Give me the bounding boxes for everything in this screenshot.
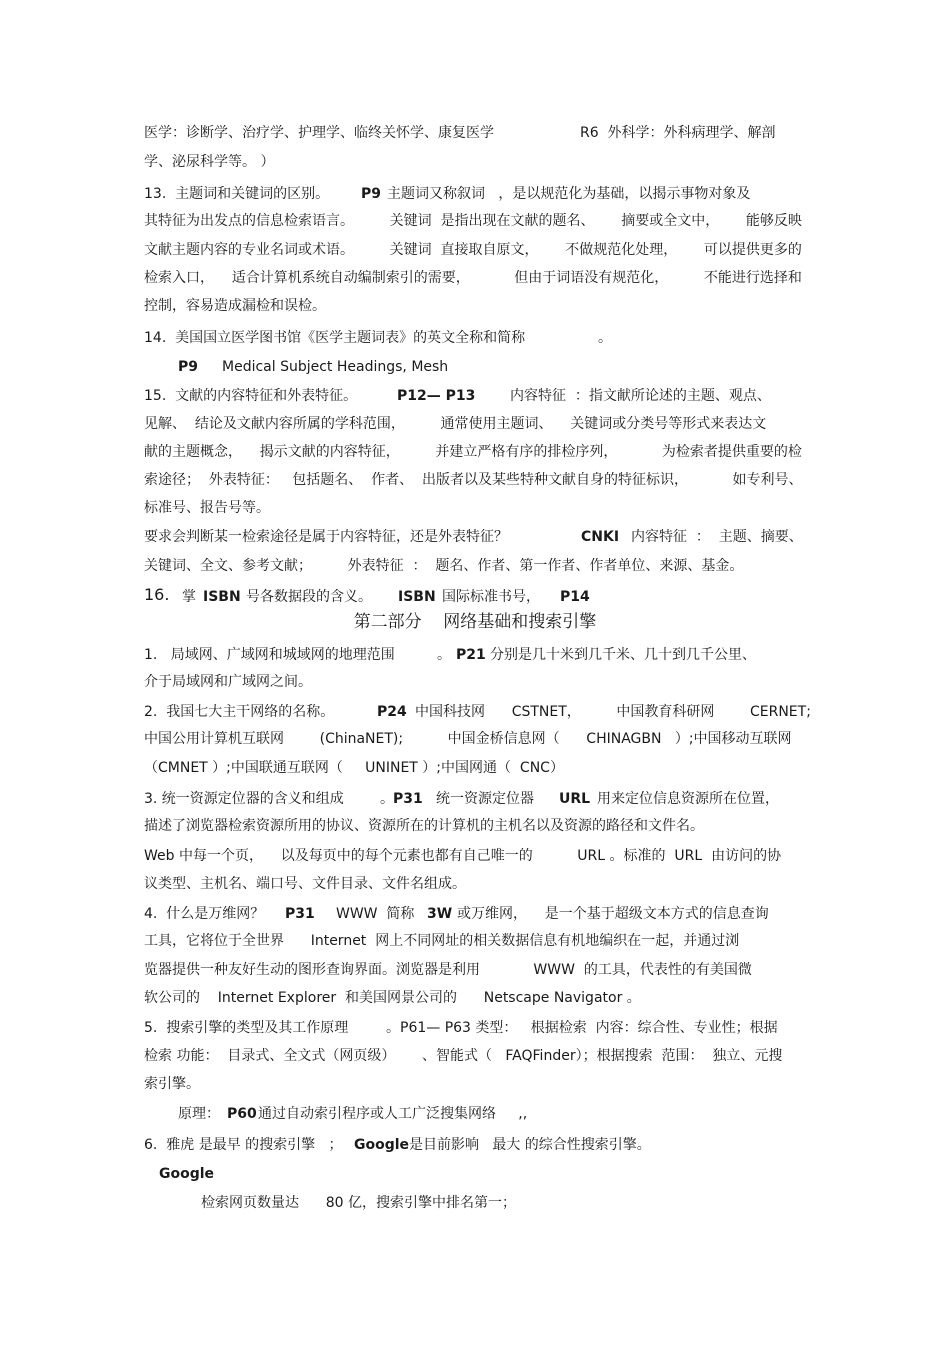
keyword: ISBN — [203, 589, 241, 605]
text-line: 或万维网， 是一个基于超级文本方式的信息查询 — [457, 906, 769, 922]
page-ref: P31 — [285, 906, 315, 922]
section-heading: 第二部分 网络基础和搜索引擎 — [353, 612, 597, 632]
text-line: Medical Subject Headings, Mesh — [222, 359, 449, 375]
text-line: 其特征为出发点的信息检索语言。 关键词 是指出现在文献的题名、 摘要或全文中， 能够反映 — [144, 213, 802, 229]
text-line: （CMNET ）;中国联通互联网（ UNINET ）;中国网通（ CNC） — [144, 760, 564, 776]
text-line: 索引擎。 — [144, 1076, 200, 1092]
text-line: R6 外科学：外科病理学、解剖 — [580, 125, 776, 141]
text-line: 用来定位信息资源所在位置， — [597, 791, 779, 807]
text-line: 4. 什么是万维网？ — [144, 906, 265, 922]
page-ref: P21 — [456, 647, 486, 663]
text-line: 2. 我国七大主干网络的名称。 — [144, 704, 335, 720]
page-ref: P14 — [560, 589, 590, 605]
text-line: 见解、 结论及文献内容所属的学科范围， 通常使用主题词、 关键词或分类号等形式来表达文 — [144, 416, 767, 432]
keyword: 3W — [427, 906, 453, 922]
text-line: 国际标准书号， — [442, 589, 540, 605]
page-ref: P24 — [377, 704, 407, 720]
text-line: 关键词、全文、参考文献； 外表特征 ： 题名、作者、第一作者、作者单位、来源、基金。 — [144, 558, 744, 574]
text-line: 医学：诊断学、治疗学、护理学、临终关怀学、康复医学 — [144, 125, 494, 141]
text-line: 文献主题内容的专业名词或术语。 关键词 直接取自原文， 不做规范化处理， 可以提供更多的 — [144, 242, 802, 258]
text-line: 14. 美国国立医学图书馆《医学主题词表》的英文全称和简称 — [144, 330, 526, 346]
text-line: 检索 功能： 目录式、全文式（网页级） 、智能式（ FAQFinder）；根据搜索 范围： 独立、元搜 — [144, 1048, 783, 1064]
text-line: 。P61— P63 类型： 根据检索 内容：综合性、专业性；根据 — [386, 1020, 778, 1036]
text-line: 介于局域网和广域网之间。 — [144, 674, 312, 690]
text-line: 5. 搜索引擎的类型及其工作原理 — [144, 1020, 349, 1036]
text-line: 主题词又称叙词 ，是以规范化为基础，以揭示事物对象及 — [387, 186, 751, 202]
text-line: 要求会判断某一检索途径是属于内容特征，还是外表特征？ — [144, 529, 508, 545]
text-line: 工具，它将位于全世界 Internet 网上不同网址的相关数据信息有机地编织在一起，并通过浏 — [144, 933, 740, 949]
page-ref: P31 — [393, 791, 423, 807]
page-ref: P9 — [361, 186, 382, 202]
text-line: 检索入口， 适合计算机系统自动编制索引的需要， 但由于词语没有规范化， 不能进行选择和 — [144, 270, 802, 286]
text-line: WWW 简称 — [336, 906, 415, 922]
text-line: 原理： — [178, 1106, 220, 1122]
keyword: ISBN — [398, 589, 436, 605]
text-line: 分别是几十米到几千米、几十到几千公里、 — [490, 647, 756, 663]
page-ref: P60 — [227, 1106, 257, 1122]
text-line: 是目前影响 最大 的综合性搜索引擎。 — [409, 1137, 651, 1153]
keyword: CNKI — [581, 529, 620, 545]
text-line: 软公司的 Internet Explorer 和美国网景公司的 Netscape Navigator 。 — [144, 990, 641, 1006]
text-line: 统一资源定位器 — [436, 791, 534, 807]
text-line: 索途径； 外表特征： 包括题名、 作者、 出版者以及某些特种文献自身的特征标识， 如专利号、 — [144, 472, 803, 488]
text-line: 13. 主题词和关键词的区别。 — [144, 186, 330, 202]
text-line: 。 — [380, 791, 394, 807]
text-line: 览器提供一种友好生动的图形查询界面。浏览器是利用 WWW 的工具，代表性的有美国微 — [144, 962, 752, 978]
text-line: 标准号、报告号等。 — [144, 500, 270, 516]
text-line: 学、泌尿科学等。 ） — [144, 154, 275, 170]
text-line: 6. 雅虎 是最早 的搜索引擎 ； — [144, 1137, 343, 1153]
text-line: 16. — [144, 585, 170, 604]
text-line: 献的主题概念， 揭示文献的内容特征， 并建立严格有序的排检序列， 为检索者提供重要的检 — [144, 444, 802, 460]
text-line: 3. 统一资源定位器的含义和组成 — [144, 791, 344, 807]
text-line: 号各数据段的含义。 — [246, 589, 372, 605]
text-line: 掌 — [182, 589, 196, 605]
text-line: 议类型、主机名、端口号、文件目录、文件名组成。 — [144, 876, 466, 892]
text-line: 中国科技网 CSTNET， 中国教育科研网 CERNET; — [415, 704, 811, 720]
text-line: 检索网页数量达 80 亿，搜索引擎中排名第一； — [201, 1195, 516, 1211]
text-line: 15. 文献的内容特征和外表特征。 — [144, 388, 358, 404]
keyword: Google — [354, 1137, 410, 1153]
text-line: Web 中每一个页， 以及每页中的每个元素也都有自己唯一的 URL 。标准的 URL 由访问的协 — [144, 848, 782, 864]
page-ref: P12— P13 — [397, 388, 476, 404]
text-line: 。 — [598, 330, 612, 346]
text-line: 描述了浏览器检索资源所用的协议、资源所在的计算机的主机名以及资源的路径和文件名。 — [144, 818, 704, 834]
page-ref: P9 — [178, 359, 199, 375]
text-line: 通过自动索引程序或人工广泛搜集网络 ,, — [258, 1106, 528, 1122]
text-line: 内容特征 ：指文献所论述的主题、观点、 — [510, 388, 771, 404]
text-line: 控制，容易造成漏检和误检。 — [144, 298, 326, 314]
text-line: 。 — [437, 647, 451, 663]
text-line: 内容特征 ： 主题、摘要、 — [631, 529, 803, 545]
text-line: 1. 局域网、广域网和城域网的地理范围 — [144, 647, 395, 663]
text-line: 中国公用计算机互联网 (ChinaNET); 中国金桥信息网（ CHINAGBN ）;中国移动互联网 — [144, 731, 792, 747]
keyword: URL — [559, 791, 591, 807]
keyword: Google — [159, 1166, 215, 1182]
